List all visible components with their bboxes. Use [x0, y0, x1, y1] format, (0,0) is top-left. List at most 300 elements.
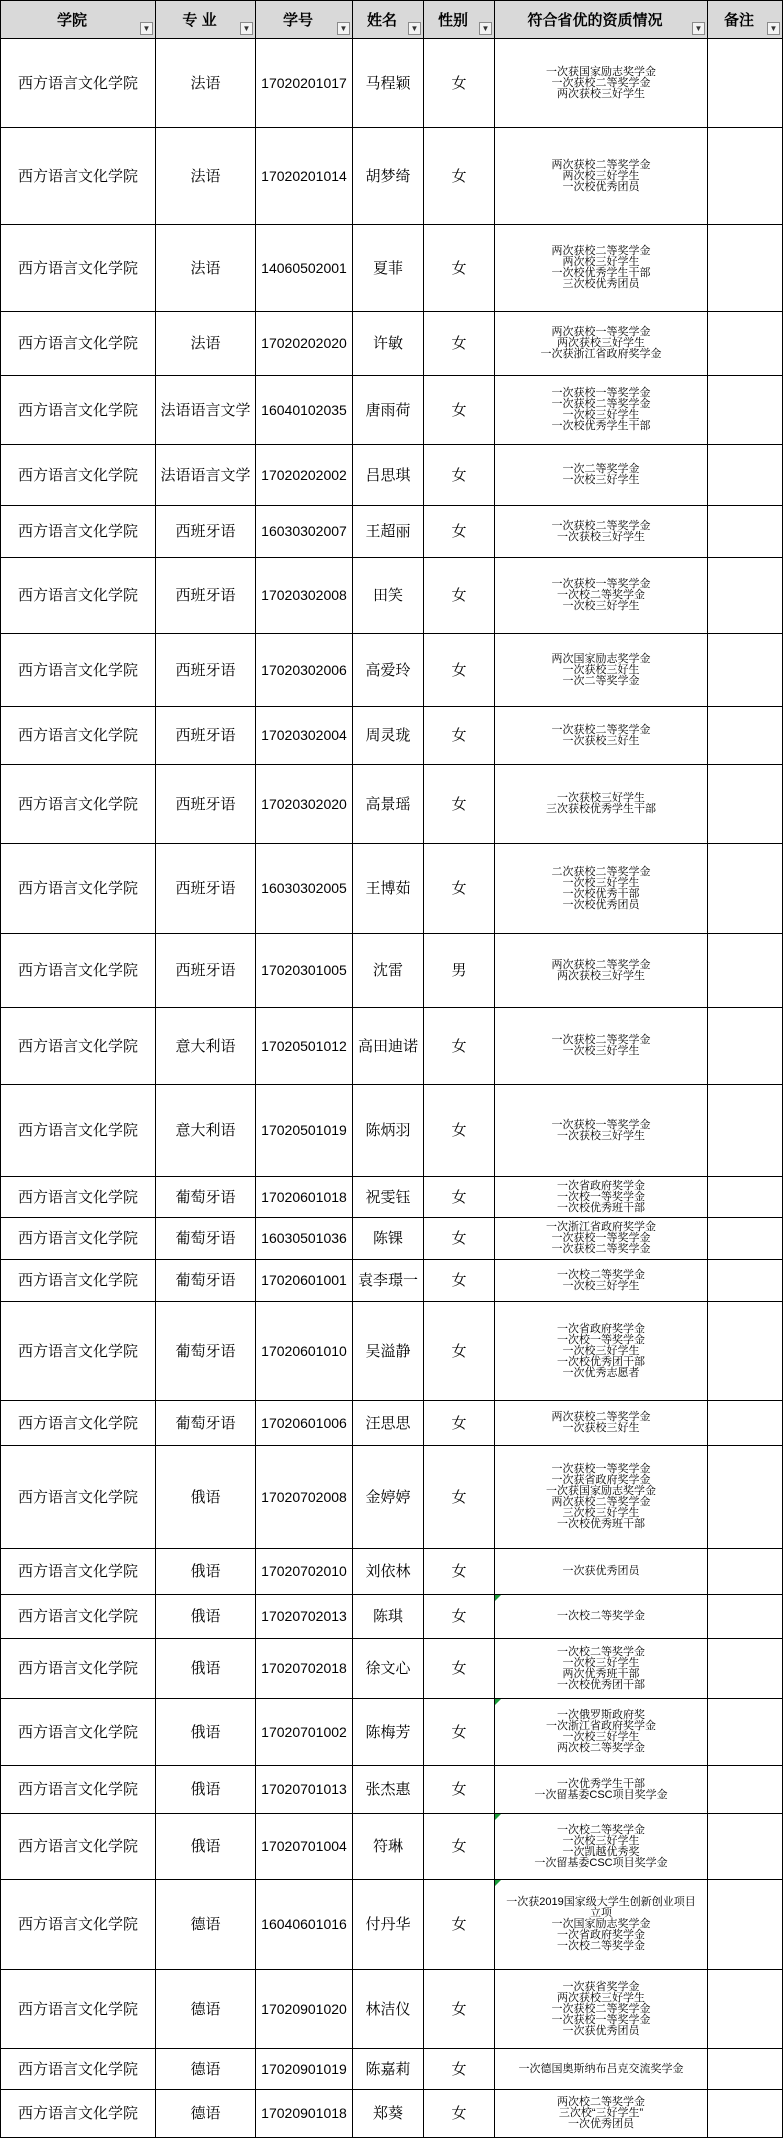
student-id-cell[interactable]: 17020901020: [256, 1970, 353, 2049]
dropdown-arrow-icon[interactable]: ▼: [692, 22, 705, 35]
qualifications-cell[interactable]: [495, 1595, 708, 1639]
qualification-line: 三次校三好学生: [562, 1507, 640, 1519]
major-cell[interactable]: 西班牙语: [156, 765, 256, 844]
gender-cell[interactable]: 女: [424, 707, 495, 765]
remark-cell[interactable]: [708, 445, 783, 506]
student-id-cell[interactable]: 17020302020: [256, 765, 353, 844]
name-cell[interactable]: 张杰惠: [353, 1766, 424, 1814]
name-cell[interactable]: 陈嘉莉: [353, 2049, 424, 2090]
name-cell[interactable]: 王超丽: [353, 506, 424, 558]
student-id-cell[interactable]: 17020201017: [256, 39, 353, 128]
major-cell[interactable]: 法语: [156, 225, 256, 312]
college-cell[interactable]: 西方语言文化学院: [1, 1008, 156, 1085]
gender-cell[interactable]: 女: [424, 1302, 495, 1401]
student-id-cell[interactable]: 17020701002: [256, 1699, 353, 1766]
major-cell[interactable]: 德语: [156, 1880, 256, 1970]
name-cell[interactable]: 唐雨荷: [353, 376, 424, 445]
student-id-cell[interactable]: 17020901018: [256, 2090, 353, 2138]
qualification-line: 一次获校三好生: [562, 663, 640, 676]
name-cell[interactable]: 陈琪: [353, 1595, 424, 1639]
table-row: [1, 934, 783, 1008]
qualification-line: 一次获校二等奖学金: [551, 1034, 651, 1046]
gender-cell[interactable]: 女: [424, 39, 495, 128]
qualification-line: 一次获校二等奖学金: [551, 723, 651, 736]
name-cell[interactable]: 许敏: [353, 312, 424, 376]
college-cell[interactable]: 西方语言文化学院: [1, 1970, 156, 2049]
major-cell[interactable]: 西班牙语: [156, 844, 256, 934]
qualifications-cell[interactable]: [495, 634, 708, 707]
table-row: [1, 707, 783, 765]
qualifications-cell[interactable]: [495, 1302, 708, 1401]
student-id-cell[interactable]: 16040601016: [256, 1880, 353, 1970]
gender-cell[interactable]: 女: [424, 1177, 495, 1218]
remark-cell[interactable]: [708, 707, 783, 765]
student-id-cell[interactable]: 17020501019: [256, 1085, 353, 1177]
qualification-line: 一次获校二等奖学金: [551, 76, 651, 89]
qualification-line: 一次优秀学生干部: [557, 1777, 645, 1790]
gender-cell[interactable]: 女: [424, 1814, 495, 1880]
name-cell[interactable]: 刘依林: [353, 1549, 424, 1595]
name-cell[interactable]: 吕思琪: [353, 445, 424, 506]
name-cell[interactable]: 付丹华: [353, 1880, 424, 1970]
name-cell[interactable]: 汪思思: [353, 1401, 424, 1446]
major-cell[interactable]: 德语: [156, 2090, 256, 2138]
qualification-line: 一次获校二等奖学金: [551, 519, 651, 532]
gender-cell[interactable]: 女: [424, 558, 495, 634]
qualification-line: 一次获校三好学生: [557, 1129, 645, 1142]
name-cell[interactable]: 袁李璟一: [353, 1260, 424, 1302]
college-cell[interactable]: 西方语言文化学院: [1, 558, 156, 634]
student-id-cell[interactable]: 17020601001: [256, 1260, 353, 1302]
student-id-cell[interactable]: 17020201014: [256, 128, 353, 225]
remark-cell[interactable]: [708, 558, 783, 634]
name-cell[interactable]: 沈雷: [353, 934, 424, 1008]
major-cell[interactable]: 葡萄牙语: [156, 1260, 256, 1302]
gender-cell[interactable]: 女: [424, 128, 495, 225]
table-row: [1, 1880, 783, 1970]
qualifications-cell[interactable]: [495, 445, 708, 506]
gender-cell[interactable]: 女: [424, 1880, 495, 1970]
qualification-line: 一次省政府奖学金: [557, 1179, 645, 1192]
qualification-line: 两次获校三好学生: [557, 1991, 645, 2004]
qualifications-cell[interactable]: [495, 1814, 708, 1880]
qualifications-cell[interactable]: [495, 1260, 708, 1302]
qualifications-cell[interactable]: [495, 506, 708, 558]
major-cell[interactable]: 俄语: [156, 1814, 256, 1880]
qualifications-cell[interactable]: [495, 934, 708, 1008]
qualifications-cell[interactable]: [495, 1549, 708, 1595]
gender-cell[interactable]: 女: [424, 506, 495, 558]
qualification-line: 两次获校二等奖学金: [551, 158, 651, 171]
qualifications-cell[interactable]: [495, 1177, 708, 1218]
college-cell[interactable]: 西方语言文化学院: [1, 1766, 156, 1814]
qualifications-cell[interactable]: [495, 707, 708, 765]
qualifications-cell[interactable]: [495, 1970, 708, 2049]
student-id-cell[interactable]: 17020302008: [256, 558, 353, 634]
student-id-cell[interactable]: 17020601010: [256, 1302, 353, 1401]
qualification-line: 两次国家励志奖学金: [551, 652, 651, 665]
gender-cell[interactable]: 女: [424, 1218, 495, 1260]
college-cell[interactable]: 西方语言文化学院: [1, 1401, 156, 1446]
major-cell[interactable]: 法语: [156, 312, 256, 376]
college-cell[interactable]: 西方语言文化学院: [1, 1085, 156, 1177]
college-cell[interactable]: 西方语言文化学院: [1, 1639, 156, 1699]
gender-cell[interactable]: 女: [424, 312, 495, 376]
name-cell[interactable]: 田笑: [353, 558, 424, 634]
remark-cell[interactable]: [708, 1880, 783, 1970]
college-cell[interactable]: 西方语言文化学院: [1, 2049, 156, 2090]
college-cell[interactable]: 西方语言文化学院: [1, 1260, 156, 1302]
name-cell[interactable]: 郑葵: [353, 2090, 424, 2138]
qualifications-cell[interactable]: [495, 1218, 708, 1260]
college-cell[interactable]: 西方语言文化学院: [1, 312, 156, 376]
gender-cell[interactable]: 女: [424, 445, 495, 506]
gender-cell[interactable]: 女: [424, 1595, 495, 1639]
qualifications-cell[interactable]: [495, 1766, 708, 1814]
qualification-line: 一次获校二等奖学金: [551, 1243, 651, 1255]
name-cell[interactable]: 金婷婷: [353, 1446, 424, 1549]
college-cell[interactable]: 西方语言文化学院: [1, 934, 156, 1008]
college-cell[interactable]: 西方语言文化学院: [1, 1549, 156, 1595]
college-cell[interactable]: 西方语言文化学院: [1, 1880, 156, 1970]
remark-cell[interactable]: [708, 312, 783, 376]
student-id-cell[interactable]: 17020601006: [256, 1401, 353, 1446]
header-label: 性别: [437, 12, 468, 29]
qualifications-cell[interactable]: [495, 558, 708, 634]
student-id-cell[interactable]: 17020901019: [256, 2049, 353, 2090]
qualifications-cell[interactable]: [495, 2049, 708, 2090]
major-cell[interactable]: 法语语言文学: [156, 376, 256, 445]
qualification-line: 一次获校一等奖学金: [551, 578, 651, 590]
qualification-line: 一次校三好学生: [562, 1834, 640, 1847]
qualification-line: 一次获校三好学生: [557, 530, 645, 543]
qualifications-cell[interactable]: [495, 1401, 708, 1446]
gender-cell[interactable]: 女: [424, 765, 495, 844]
major-cell[interactable]: 葡萄牙语: [156, 1218, 256, 1260]
qualification-line: 三次校“三好学生”: [558, 2107, 644, 2119]
qualification-line: 一次优秀团员: [568, 2118, 634, 2130]
qualifications-cell[interactable]: [495, 2090, 708, 2138]
major-cell[interactable]: 法语: [156, 39, 256, 128]
remark-cell[interactable]: [708, 1446, 783, 1549]
remark-cell[interactable]: [708, 1085, 783, 1177]
college-cell[interactable]: 西方语言文化学院: [1, 1595, 156, 1639]
qualifications-cell[interactable]: [495, 1880, 708, 1970]
qualification-line: 一次校三好学生: [562, 1731, 640, 1743]
student-id-cell[interactable]: 17020701013: [256, 1766, 353, 1814]
remark-cell[interactable]: [708, 634, 783, 707]
qualification-line: 三次获校优秀学生干部: [546, 803, 656, 815]
major-cell[interactable]: 德语: [156, 2049, 256, 2090]
qualification-line: 一次校三好学生: [562, 876, 640, 889]
qualification-line: 一次获校三好生: [562, 734, 640, 747]
student-id-cell[interactable]: 16030302007: [256, 506, 353, 558]
remark-cell[interactable]: [708, 1766, 783, 1814]
college-cell[interactable]: 西方语言文化学院: [1, 1699, 156, 1766]
qualification-line: 两次获校二等奖学金: [551, 245, 651, 257]
table-row: [1, 634, 783, 707]
student-id-cell[interactable]: 17020302004: [256, 707, 353, 765]
header-qualifications: [495, 1, 708, 39]
qualifications-cell[interactable]: [495, 1008, 708, 1085]
student-id-cell[interactable]: 16030501036: [256, 1218, 353, 1260]
major-cell[interactable]: 西班牙语: [156, 558, 256, 634]
major-cell[interactable]: 西班牙语: [156, 634, 256, 707]
name-cell[interactable]: 祝雯钰: [353, 1177, 424, 1218]
student-id-cell[interactable]: 17020202020: [256, 312, 353, 376]
gender-cell[interactable]: 女: [424, 1639, 495, 1699]
table-row: [1, 39, 783, 128]
header-label: 姓名: [366, 12, 397, 29]
qualifications-cell[interactable]: [495, 225, 708, 312]
dropdown-arrow-icon[interactable]: ▼: [140, 22, 153, 35]
student-id-cell[interactable]: 17020702018: [256, 1639, 353, 1699]
college-cell[interactable]: 西方语言文化学院: [1, 707, 156, 765]
remark-cell[interactable]: [708, 765, 783, 844]
table-row: [1, 1085, 783, 1177]
qualification-line: 一次国家励志奖学金: [551, 1918, 651, 1930]
college-cell[interactable]: 西方语言文化学院: [1, 376, 156, 445]
major-cell[interactable]: 西班牙语: [156, 707, 256, 765]
name-cell[interactable]: 徐文心: [353, 1639, 424, 1699]
gender-cell[interactable]: 女: [424, 1446, 495, 1549]
student-id-cell[interactable]: 14060502001: [256, 225, 353, 312]
header-label: 符合省优的资质情况: [527, 12, 663, 29]
name-cell[interactable]: 夏菲: [353, 225, 424, 312]
gender-cell[interactable]: 女: [424, 1970, 495, 2049]
gender-cell[interactable]: 女: [424, 844, 495, 934]
table-row: [1, 1970, 783, 2049]
major-cell[interactable]: 葡萄牙语: [156, 1302, 256, 1401]
name-cell[interactable]: 马程颖: [353, 39, 424, 128]
table-row: [1, 1639, 783, 1699]
major-cell[interactable]: 西班牙语: [156, 506, 256, 558]
table-row: [1, 1177, 783, 1218]
gender-cell[interactable]: 女: [424, 1260, 495, 1302]
student-id-cell[interactable]: 17020601018: [256, 1177, 353, 1218]
college-cell[interactable]: 西方语言文化学院: [1, 1302, 156, 1401]
qualifications-cell[interactable]: [495, 128, 708, 225]
college-cell[interactable]: 西方语言文化学院: [1, 1814, 156, 1880]
major-cell[interactable]: 法语: [156, 128, 256, 225]
major-cell[interactable]: 俄语: [156, 1639, 256, 1699]
remark-cell[interactable]: [708, 1260, 783, 1302]
remark-cell[interactable]: [708, 1639, 783, 1699]
gender-cell[interactable]: 女: [424, 2049, 495, 2090]
gender-cell[interactable]: 女: [424, 1085, 495, 1177]
college-cell[interactable]: 西方语言文化学院: [1, 128, 156, 225]
college-cell[interactable]: 西方语言文化学院: [1, 765, 156, 844]
name-cell[interactable]: 高爱玲: [353, 634, 424, 707]
name-cell[interactable]: 周灵珑: [353, 707, 424, 765]
remark-cell[interactable]: [708, 1008, 783, 1085]
major-cell[interactable]: 俄语: [156, 1766, 256, 1814]
remark-cell[interactable]: [708, 1177, 783, 1218]
qualifications-cell[interactable]: [495, 376, 708, 445]
student-id-cell[interactable]: 17020702008: [256, 1446, 353, 1549]
college-cell[interactable]: 西方语言文化学院: [1, 844, 156, 934]
filter-active-icon[interactable]: ▼: [767, 22, 780, 35]
gender-cell[interactable]: 女: [424, 376, 495, 445]
name-cell[interactable]: 陈锞: [353, 1218, 424, 1260]
qualification-line: 一次获校三好学生: [557, 792, 645, 804]
qualification-line: 两次获校三好学生: [557, 969, 645, 982]
table-row: [1, 2090, 783, 2138]
remark-cell[interactable]: [708, 2090, 783, 2138]
major-cell[interactable]: 俄语: [156, 1549, 256, 1595]
qualification-line: 一次校二等奖学金: [557, 589, 645, 601]
qualification-line: 两次校二等奖学金: [557, 2096, 645, 2108]
major-cell[interactable]: 意大利语: [156, 1085, 256, 1177]
remark-cell[interactable]: [708, 2049, 783, 2090]
qualifications-cell[interactable]: [495, 1699, 708, 1766]
major-cell[interactable]: 俄语: [156, 1446, 256, 1549]
remark-cell[interactable]: [708, 128, 783, 225]
gender-cell[interactable]: 女: [424, 2090, 495, 2138]
name-cell[interactable]: 吴溢静: [353, 1302, 424, 1401]
dropdown-arrow-icon[interactable]: ▼: [408, 22, 421, 35]
gender-cell[interactable]: 女: [424, 1549, 495, 1595]
qualification-line: 一次获校一等奖学金: [551, 1232, 651, 1244]
remark-cell[interactable]: [708, 1814, 783, 1880]
qualifications-cell[interactable]: [495, 1639, 708, 1699]
name-cell[interactable]: 陈炳羽: [353, 1085, 424, 1177]
college-cell[interactable]: 西方语言文化学院: [1, 634, 156, 707]
table-row: [1, 445, 783, 506]
major-cell[interactable]: 葡萄牙语: [156, 1401, 256, 1446]
college-cell[interactable]: 西方语言文化学院: [1, 445, 156, 506]
gender-cell[interactable]: 女: [424, 1401, 495, 1446]
cell-marker-icon: [495, 1880, 501, 1886]
college-cell[interactable]: 西方语言文化学院: [1, 506, 156, 558]
major-cell[interactable]: 意大利语: [156, 1008, 256, 1085]
gender-cell[interactable]: 女: [424, 225, 495, 312]
college-cell[interactable]: 西方语言文化学院: [1, 225, 156, 312]
gender-cell[interactable]: 男: [424, 934, 495, 1008]
major-cell[interactable]: 俄语: [156, 1595, 256, 1639]
remark-cell[interactable]: [708, 844, 783, 934]
student-id-cell[interactable]: 16040102035: [256, 376, 353, 445]
major-cell[interactable]: 德语: [156, 1970, 256, 2049]
header-label: 学号: [282, 12, 313, 29]
qualifications-cell[interactable]: [495, 39, 708, 128]
qualification-line: 一次俄罗斯政府奖: [557, 1709, 645, 1721]
name-cell[interactable]: 王博茹: [353, 844, 424, 934]
name-cell[interactable]: 高田迪诺: [353, 1008, 424, 1085]
remark-cell[interactable]: [708, 1699, 783, 1766]
name-cell[interactable]: 高景瑶: [353, 765, 424, 844]
student-id-cell[interactable]: 17020701004: [256, 1814, 353, 1880]
qualifications-cell[interactable]: [495, 844, 708, 934]
student-id-cell[interactable]: 16030302005: [256, 844, 353, 934]
gender-cell[interactable]: 女: [424, 1766, 495, 1814]
table-row: [1, 765, 783, 844]
major-cell[interactable]: 法语语言文学: [156, 445, 256, 506]
header-remark: [708, 1, 783, 39]
name-cell[interactable]: 符琳: [353, 1814, 424, 1880]
qualifications-cell[interactable]: [495, 1446, 708, 1549]
name-cell[interactable]: 陈梅芳: [353, 1699, 424, 1766]
remark-cell[interactable]: [708, 225, 783, 312]
name-cell[interactable]: 胡梦绮: [353, 128, 424, 225]
remark-cell[interactable]: [708, 376, 783, 445]
cell-marker-icon: [495, 1595, 501, 1601]
qualification-line: 两次获校二等奖学金: [551, 1496, 651, 1508]
table-row: [1, 1446, 783, 1549]
gender-cell[interactable]: 女: [424, 1699, 495, 1766]
qualification-line: 一次校优秀团员: [562, 180, 640, 193]
remark-cell[interactable]: [708, 1549, 783, 1595]
qualification-line: 一次获校二等奖学金: [551, 398, 651, 410]
remark-cell[interactable]: [708, 506, 783, 558]
college-cell[interactable]: 西方语言文化学院: [1, 39, 156, 128]
college-cell[interactable]: 西方语言文化学院: [1, 1177, 156, 1218]
remark-cell[interactable]: [708, 1595, 783, 1639]
qualification-line: 一次获优秀团员: [562, 2024, 640, 2037]
major-cell[interactable]: 俄语: [156, 1699, 256, 1766]
qualification-line: 一次浙江省政府奖学金: [546, 1221, 656, 1233]
qualification-line: 一次获2019国家级大学生创新创业项目: [506, 1896, 696, 1908]
college-cell[interactable]: 西方语言文化学院: [1, 2090, 156, 2138]
dropdown-arrow-icon[interactable]: ▼: [337, 22, 350, 35]
remark-cell[interactable]: [708, 39, 783, 128]
qualification-line: 两次优秀班干部: [562, 1667, 640, 1680]
student-id-cell[interactable]: 17020702010: [256, 1549, 353, 1595]
student-id-cell[interactable]: 17020702013: [256, 1595, 353, 1639]
header-label: 专 业: [182, 12, 217, 29]
qualifications-cell[interactable]: [495, 765, 708, 844]
table-row: [1, 2049, 783, 2090]
qualification-line: 一次获优秀团员: [562, 1565, 640, 1577]
gender-cell[interactable]: 女: [424, 634, 495, 707]
header-label: 学院: [56, 12, 87, 29]
qualification-line: 一次校优秀班干部: [557, 1518, 645, 1530]
remark-cell[interactable]: [708, 1401, 783, 1446]
remark-cell[interactable]: [708, 1302, 783, 1401]
table-row: [1, 1699, 783, 1766]
dropdown-arrow-icon[interactable]: ▼: [240, 22, 253, 35]
header-college: [1, 1, 156, 39]
dropdown-arrow-icon[interactable]: ▼: [479, 22, 492, 35]
remark-cell[interactable]: [708, 934, 783, 1008]
qualification-line: 一次校三好学生: [562, 1279, 640, 1292]
qualification-line: 一次校优秀学生干部: [551, 267, 651, 279]
table-body: [1, 39, 783, 2138]
table-row: [1, 1766, 783, 1814]
college-cell[interactable]: 西方语言文化学院: [1, 1218, 156, 1260]
student-id-cell[interactable]: 17020202002: [256, 445, 353, 506]
major-cell[interactable]: 葡萄牙语: [156, 1177, 256, 1218]
qualification-line: 两次校二等奖学金: [557, 1742, 645, 1754]
qualification-line: 一次获校三好生: [562, 1422, 640, 1434]
student-id-cell[interactable]: 17020302006: [256, 634, 353, 707]
qualifications-cell[interactable]: [495, 312, 708, 376]
table-row: [1, 1218, 783, 1260]
remark-cell[interactable]: [708, 1218, 783, 1260]
student-id-cell[interactable]: 17020501012: [256, 1008, 353, 1085]
student-id-cell[interactable]: 17020301005: [256, 934, 353, 1008]
remark-cell[interactable]: [708, 1970, 783, 2049]
qualification-line: 一次获校一等奖学金: [551, 1463, 651, 1475]
gender-cell[interactable]: 女: [424, 1008, 495, 1085]
college-cell[interactable]: 西方语言文化学院: [1, 1446, 156, 1549]
qualifications-cell[interactable]: [495, 1085, 708, 1177]
qualification-line: 一次浙江省政府奖学金: [546, 1720, 656, 1732]
name-cell[interactable]: 林洁仪: [353, 1970, 424, 2049]
major-cell[interactable]: 西班牙语: [156, 934, 256, 1008]
table-row: [1, 225, 783, 312]
qualification-line: 一次校优秀学生干部: [551, 420, 651, 432]
